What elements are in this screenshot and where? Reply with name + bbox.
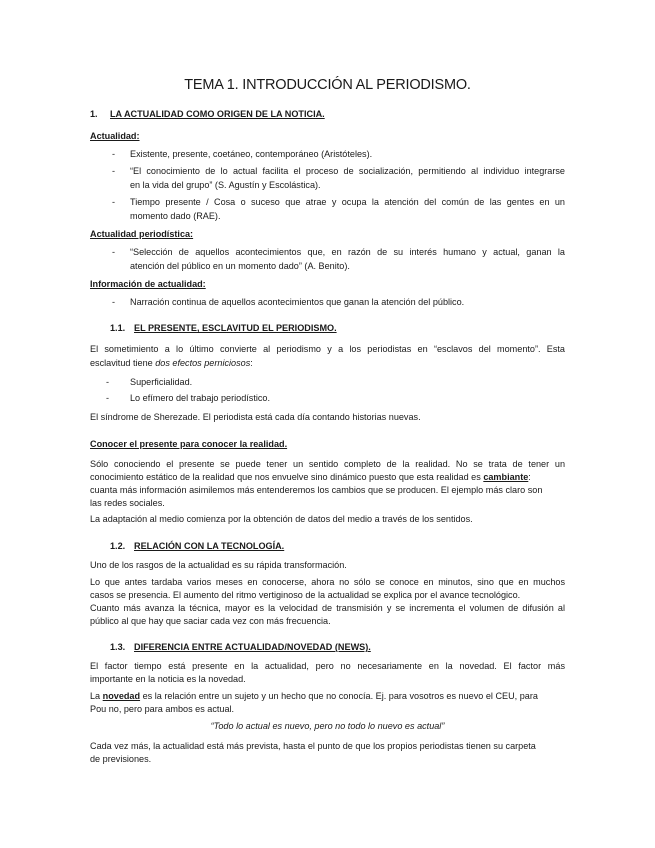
bullet-dash: - [112, 149, 116, 159]
s11-item-2: Lo efímero del trabajo periodístico. [130, 393, 271, 403]
s13-line-1: El factor tiempo está presente en la actualidad, pero no necesariamente en la novedad. El factor más [90, 661, 565, 671]
s13-text-rest: es la relación entre un sujeto y un hecho que no conocía. Ej. para vosotros es nuevo el CEU, para [140, 691, 538, 701]
section-1-2-title: RELACIÓN CON LA TECNOLOGÍA. [134, 541, 285, 551]
conocer-line-2 [90, 470, 565, 484]
section-1-3-title: DIFERENCIA ENTRE ACTUALIDAD/NOVEDAD (NEWS). [134, 642, 371, 652]
s12-line-3: casos se presencia. El aumento del ritmo vertiginoso de la actualidad se explica por el avance tecnológico. [90, 590, 521, 600]
s12-line-4: Cuanto más avanza la técnica, mayor es la velocidad de transmisión y se incrementa el volumen de difusión al [90, 603, 565, 613]
s11-emphasis: dos efectos perniciosos [155, 358, 251, 368]
section-1-3-heading [110, 640, 565, 654]
s13-text: La [90, 691, 103, 701]
section-1-title: LA ACTUALIDAD COMO ORIGEN DE LA NOTICIA. [110, 109, 325, 119]
section-1-2-heading [110, 539, 565, 553]
s13-line-2: importante en la noticia es la novedad. [90, 674, 246, 684]
actualidad-item-3-line-1: Tiempo presente / Cosa o suceso que atrae y ocupa la atención del común de las gentes en un [130, 197, 565, 207]
actualidad-item-2-line-2: en la vida del grupo” (S. Agustín y Escolástica). [130, 180, 321, 190]
s11-paragraph-line-2 [90, 356, 565, 370]
conocer-line-5: La adaptación al medio comienza por la obtención de datos del medio a través de los sentidos. [90, 514, 473, 524]
bullet-dash: - [112, 197, 116, 207]
page-title: TEMA 1. INTRODUCCIÓN AL PERIODISMO. [184, 77, 471, 93]
s12-line-1: Uno de los rasgos de la actualidad es su rápida transformación. [90, 560, 347, 570]
actualidad-label: Actualidad: [90, 131, 140, 141]
actualidad-item-3-line-2: momento dado (RAE). [130, 211, 221, 221]
conocer-colon: : [528, 472, 531, 482]
s13-line-3 [90, 689, 565, 703]
s11-text: esclavitud tiene [90, 358, 156, 368]
s13-emphasis: novedad [102, 691, 141, 701]
s11-sherezade: El síndrome de Sherezade. El periodista está cada día contando historias nuevas. [90, 412, 421, 422]
actualidad-periodistica-item-line-2: atención del público en un momento dado” (A. Benito). [130, 261, 350, 271]
s12-line-2: Lo que antes tardaba varios meses en conocerse, ahora no sólo se conoce en minutos, sino que en muchos [90, 577, 565, 587]
section-1-1-heading [110, 321, 565, 335]
conocer-heading: Conocer el presente para conocer la realidad. [90, 439, 288, 449]
s12-line-5: público al que hay que saciar cada vez con más frecuencia. [90, 616, 331, 626]
conocer-text: conocimiento estático de la realidad que nos envuelve sino dinámico puesto que esta realidad es [90, 472, 484, 482]
actualidad-periodistica-item-line-1: “Selección de aquellos acontecimientos que, en razón de su interés humano y actual, ganan la [130, 247, 565, 257]
section-1-number: 1. [90, 109, 98, 119]
section-1-heading [90, 107, 565, 121]
s11-colon: : [250, 358, 253, 368]
actualidad-periodistica-label: Actualidad periodística: [90, 229, 194, 239]
bullet-dash: - [112, 247, 116, 257]
s11-paragraph-line-1: El sometimiento a lo último convierte al periodismo y a los periodistas en “esclavos del momento”. Esta [90, 344, 565, 354]
informacion-actualidad-label: Información de actualidad: [90, 279, 206, 289]
conocer-line-1: Sólo conociendo el presente se puede tener un sentido completo de la realidad. No se trata de tener un [90, 459, 565, 469]
section-1-3-number: 1.3. [110, 642, 126, 652]
s13-line-6: de previsiones. [90, 754, 152, 764]
bullet-dash: - [106, 393, 110, 403]
section-1-1-title: EL PRESENTE, ESCLAVITUD EL PERIODISMO. [134, 323, 337, 333]
bullet-dash: - [106, 377, 110, 387]
s13-line-4: Pou no, pero para ambos es actual. [90, 704, 235, 714]
s11-item-1: Superficialidad. [130, 377, 193, 387]
informacion-actualidad-item: Narración continua de aquellos acontecimientos que ganan la atención del público. [130, 297, 465, 307]
actualidad-item-2-line-1: “El conocimiento de lo actual facilita el proceso de socialización, permitiendo al individuo integrarse [130, 166, 565, 176]
conocer-line-4: las redes sociales. [90, 498, 165, 508]
section-1-2-number: 1.2. [110, 541, 126, 551]
s13-quote: “Todo lo actual es nuevo, pero no todo lo nuevo es actual” [210, 721, 445, 731]
bullet-dash: - [112, 297, 116, 307]
s13-line-5: Cada vez más, la actualidad está más prevista, hasta el punto de que los propios periodistas tienen su carpeta [90, 741, 536, 751]
actualidad-item-1: Existente, presente, coetáneo, contemporáneo (Aristóteles). [130, 149, 373, 159]
conocer-emphasis: cambiante [483, 472, 529, 482]
conocer-line-3: cuanta más información asimilemos más entenderemos los cambios que se producen. El ejemplo más claro son [90, 485, 543, 495]
bullet-dash: - [112, 166, 116, 176]
section-1-1-number: 1.1. [110, 323, 126, 333]
